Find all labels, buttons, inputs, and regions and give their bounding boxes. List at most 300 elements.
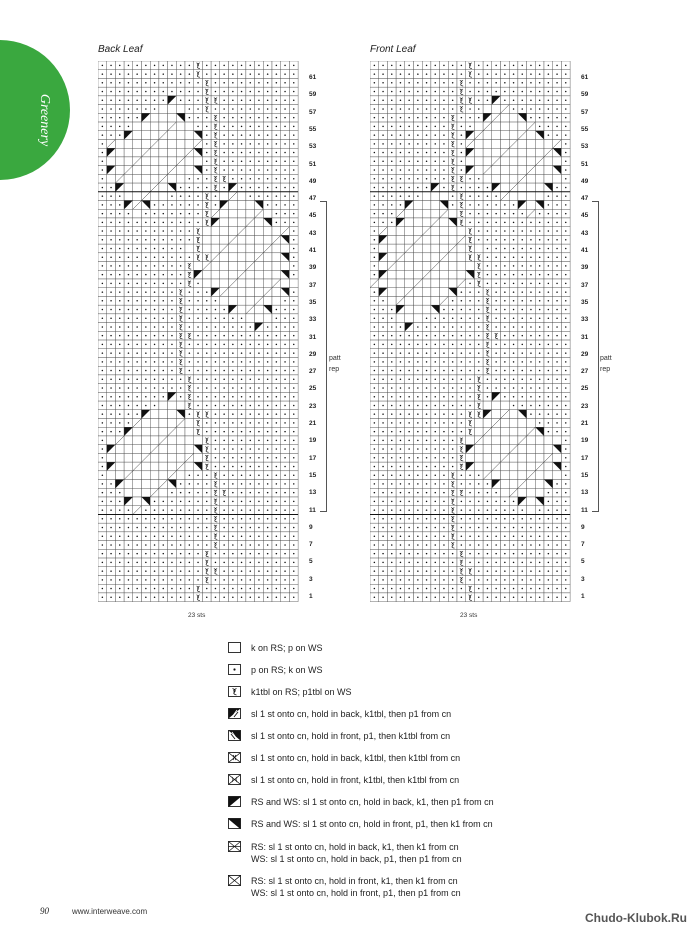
stitch-cell bbox=[492, 70, 501, 79]
stitch-cell bbox=[246, 61, 255, 70]
stitch-cell bbox=[561, 453, 570, 462]
stitch-cell bbox=[142, 384, 151, 393]
stitch-cell bbox=[387, 392, 396, 401]
stitch-cell bbox=[501, 357, 510, 366]
stitch-cell bbox=[492, 532, 501, 541]
stitch-cell bbox=[168, 218, 177, 227]
stitch-cell bbox=[220, 357, 229, 366]
stitch-cell bbox=[229, 314, 238, 323]
row-number: 7 bbox=[581, 541, 585, 549]
stitch-cell bbox=[561, 113, 570, 122]
stitch-cell bbox=[457, 514, 466, 523]
row-number: 37 bbox=[581, 281, 589, 289]
stitch-cell bbox=[561, 514, 570, 523]
stitch-cell bbox=[379, 392, 388, 401]
stitch-cell bbox=[98, 445, 107, 454]
stitch-cell bbox=[405, 480, 414, 489]
stitch-cell bbox=[142, 235, 151, 244]
stitch-cell bbox=[185, 514, 194, 523]
stitch-cell bbox=[405, 567, 414, 576]
stitch-cell bbox=[370, 462, 379, 471]
stitch-cell bbox=[561, 209, 570, 218]
stitch-cell bbox=[509, 262, 518, 271]
stitch-cell bbox=[422, 558, 431, 567]
stitch-cell bbox=[107, 279, 116, 288]
stitch-cell bbox=[509, 279, 518, 288]
stitch-cell bbox=[272, 87, 281, 96]
stitch-cell bbox=[509, 506, 518, 515]
stitch-cell bbox=[431, 279, 440, 288]
stitch-cell bbox=[448, 174, 457, 183]
stitch-cell bbox=[501, 480, 510, 489]
stitch-cell bbox=[527, 558, 536, 567]
stitch-cell bbox=[289, 488, 298, 497]
stitch-cell bbox=[185, 139, 194, 148]
stitch-cell bbox=[509, 419, 518, 428]
stitch-cell bbox=[518, 488, 527, 497]
stitch-cell bbox=[527, 567, 536, 576]
stitch-cell bbox=[133, 96, 142, 105]
stitch-cell bbox=[483, 305, 492, 314]
stitch-cell bbox=[185, 462, 194, 471]
stitch-cell bbox=[142, 471, 151, 480]
stitch-cell bbox=[396, 174, 405, 183]
stitch-cell bbox=[387, 113, 396, 122]
stitch-cell bbox=[561, 567, 570, 576]
stitch-cell bbox=[535, 253, 544, 262]
stitch-cell bbox=[492, 122, 501, 131]
stitch-cell bbox=[483, 253, 492, 262]
stitch-cell bbox=[194, 392, 203, 401]
stitch-cell bbox=[185, 532, 194, 541]
stitch-cell bbox=[107, 253, 116, 262]
stitch-cell bbox=[379, 113, 388, 122]
stitch-cell bbox=[474, 523, 483, 532]
stitch-cell bbox=[159, 192, 168, 201]
stitch-cell bbox=[405, 436, 414, 445]
stitch-cell bbox=[483, 122, 492, 131]
stitch-cell bbox=[544, 183, 553, 192]
stitch-cell bbox=[370, 357, 379, 366]
stitch-cell bbox=[448, 157, 457, 166]
stitch-cell bbox=[431, 157, 440, 166]
stitch-cell bbox=[124, 541, 133, 550]
stitch-cell bbox=[150, 480, 159, 489]
stitch-cell bbox=[518, 113, 527, 122]
stitch-cell bbox=[176, 392, 185, 401]
stitch-cell bbox=[272, 253, 281, 262]
stitch-cell bbox=[185, 340, 194, 349]
stitch-cell bbox=[281, 148, 290, 157]
stitch-cell bbox=[527, 87, 536, 96]
stitch-cell bbox=[124, 445, 133, 454]
stitch-cell bbox=[405, 305, 414, 314]
stitch-cell bbox=[414, 262, 423, 271]
stitch-cell bbox=[448, 148, 457, 157]
stitch-cell bbox=[211, 201, 220, 210]
stitch-cell bbox=[159, 488, 168, 497]
stitch-cell bbox=[553, 305, 562, 314]
stitch-cell bbox=[448, 244, 457, 253]
stitch-cell bbox=[544, 523, 553, 532]
stitch-cell bbox=[98, 401, 107, 410]
stitch-cell bbox=[518, 61, 527, 70]
stitch-cell bbox=[544, 131, 553, 140]
stitch-cell bbox=[115, 78, 124, 87]
stitch-cell bbox=[509, 166, 518, 175]
stitch-cell bbox=[387, 532, 396, 541]
stitch-cell bbox=[272, 183, 281, 192]
stitch-cell bbox=[379, 514, 388, 523]
stitch-cell bbox=[431, 584, 440, 593]
stitch-cell bbox=[414, 139, 423, 148]
stitch-cell bbox=[185, 375, 194, 384]
stitch-cell bbox=[211, 375, 220, 384]
stitch-cell bbox=[422, 410, 431, 419]
stitch-cell bbox=[272, 139, 281, 148]
stitch-cell bbox=[396, 567, 405, 576]
stitch-cell bbox=[98, 453, 107, 462]
stitch-cell bbox=[457, 279, 466, 288]
stitch-cell bbox=[142, 131, 151, 140]
stitch-cell bbox=[440, 131, 449, 140]
stitch-cell bbox=[107, 314, 116, 323]
stitch-cell bbox=[281, 384, 290, 393]
stitch-cell bbox=[150, 122, 159, 131]
stitch-cell bbox=[379, 105, 388, 114]
stitch-cell bbox=[440, 61, 449, 70]
stitch-cell bbox=[237, 349, 246, 358]
stitch-cell bbox=[211, 209, 220, 218]
stitch-cell bbox=[492, 201, 501, 210]
row-number: 9 bbox=[581, 523, 585, 531]
stitch-cell bbox=[527, 227, 536, 236]
stitch-cell bbox=[168, 288, 177, 297]
stitch-cell bbox=[272, 453, 281, 462]
stitch-cell bbox=[561, 192, 570, 201]
stitch-cell bbox=[115, 201, 124, 210]
stitch-cell bbox=[422, 419, 431, 428]
stitch-cell bbox=[194, 436, 203, 445]
stitch-cell bbox=[518, 166, 527, 175]
stitch-cell bbox=[229, 436, 238, 445]
stitch-cell bbox=[115, 558, 124, 567]
stitch-cell bbox=[501, 105, 510, 114]
stitch-cell bbox=[492, 131, 501, 140]
back-repeat-label bbox=[329, 353, 341, 375]
stitch-cell bbox=[150, 279, 159, 288]
stitch-cell bbox=[289, 593, 298, 602]
stitch-cell bbox=[272, 157, 281, 166]
stitch-cell bbox=[518, 462, 527, 471]
stitch-cell bbox=[263, 244, 272, 253]
stitch-cell bbox=[501, 253, 510, 262]
stitch-cell bbox=[176, 453, 185, 462]
stitch-cell bbox=[457, 192, 466, 201]
stitch-cell bbox=[509, 253, 518, 262]
stitch-cell bbox=[272, 166, 281, 175]
stitch-cell bbox=[263, 314, 272, 323]
stitch-cell bbox=[544, 296, 553, 305]
stitch-cell bbox=[448, 462, 457, 471]
stitch-cell bbox=[263, 235, 272, 244]
stitch-cell bbox=[142, 61, 151, 70]
stitch-cell bbox=[133, 87, 142, 96]
stitch-cell bbox=[553, 453, 562, 462]
stitch-cell bbox=[544, 410, 553, 419]
stitch-cell bbox=[229, 61, 238, 70]
stitch-cell bbox=[396, 270, 405, 279]
stitch-cell bbox=[440, 523, 449, 532]
stitch-cell bbox=[142, 541, 151, 550]
stitch-cell bbox=[474, 305, 483, 314]
stitch-cell bbox=[150, 235, 159, 244]
stitch-cell bbox=[414, 549, 423, 558]
stitch-cell bbox=[124, 201, 133, 210]
stitch-cell bbox=[202, 70, 211, 79]
section-tab-label: Greenery bbox=[37, 93, 52, 147]
stitch-cell bbox=[396, 279, 405, 288]
stitch-cell bbox=[483, 593, 492, 602]
stitch-cell bbox=[281, 567, 290, 576]
stitch-cell bbox=[176, 262, 185, 271]
stitch-cell bbox=[246, 296, 255, 305]
stitch-cell bbox=[448, 78, 457, 87]
stitch-cell bbox=[124, 270, 133, 279]
stitch-cell bbox=[229, 139, 238, 148]
stitch-cell bbox=[237, 279, 246, 288]
stitch-cell bbox=[553, 523, 562, 532]
stitch-cell bbox=[396, 392, 405, 401]
stitch-cell bbox=[527, 410, 536, 419]
stitch-cell bbox=[98, 349, 107, 358]
stitch-cell bbox=[483, 288, 492, 297]
stitch-cell bbox=[535, 427, 544, 436]
stitch-cell bbox=[107, 131, 116, 140]
stitch-cell bbox=[509, 105, 518, 114]
row-number: 5 bbox=[581, 558, 585, 566]
stitch-cell bbox=[561, 532, 570, 541]
stitch-cell bbox=[263, 270, 272, 279]
stitch-cell bbox=[281, 331, 290, 340]
stitch-cell bbox=[133, 270, 142, 279]
stitch-cell bbox=[553, 497, 562, 506]
stitch-cell bbox=[370, 532, 379, 541]
stitch-cell bbox=[98, 105, 107, 114]
stitch-cell bbox=[492, 218, 501, 227]
stitch-cell bbox=[115, 235, 124, 244]
stitch-cell bbox=[466, 218, 475, 227]
stitch-cell bbox=[211, 244, 220, 253]
key-text: RS and WS: sl 1 st onto cn, hold in back, k1, then p1 from cn bbox=[251, 797, 494, 807]
stitch-cell bbox=[466, 558, 475, 567]
stitch-cell bbox=[176, 410, 185, 419]
row-number: 15 bbox=[309, 471, 317, 479]
stitch-cell bbox=[414, 401, 423, 410]
stitch-cell bbox=[168, 436, 177, 445]
stitch-cell bbox=[142, 183, 151, 192]
stitch-cell bbox=[176, 157, 185, 166]
stitch-cell bbox=[483, 558, 492, 567]
key-item bbox=[228, 730, 450, 742]
stitch-cell bbox=[246, 375, 255, 384]
stitch-cell bbox=[255, 192, 264, 201]
stitch-cell bbox=[448, 357, 457, 366]
stitch-cell bbox=[431, 366, 440, 375]
stitch-cell bbox=[194, 131, 203, 140]
stitch-cell bbox=[159, 366, 168, 375]
stitch-cell bbox=[124, 122, 133, 131]
stitch-cell bbox=[509, 296, 518, 305]
stitch-cell bbox=[414, 105, 423, 114]
stitch-cell bbox=[448, 497, 457, 506]
stitch-cell bbox=[535, 462, 544, 471]
stitch-cell bbox=[405, 157, 414, 166]
stitch-cell bbox=[124, 183, 133, 192]
stitch-cell bbox=[263, 174, 272, 183]
stitch-cell bbox=[159, 445, 168, 454]
stitch-cell bbox=[176, 139, 185, 148]
stitch-cell bbox=[124, 139, 133, 148]
stitch-cell bbox=[561, 427, 570, 436]
stitch-cell bbox=[396, 253, 405, 262]
stitch-cell bbox=[229, 575, 238, 584]
stitch-cell bbox=[474, 549, 483, 558]
stitch-cell bbox=[281, 340, 290, 349]
stitch-cell bbox=[124, 523, 133, 532]
stitch-cell bbox=[246, 541, 255, 550]
stitch-cell bbox=[553, 471, 562, 480]
stitch-cell bbox=[176, 227, 185, 236]
stitch-cell bbox=[263, 436, 272, 445]
stitch-cell bbox=[544, 113, 553, 122]
stitch-cell bbox=[220, 549, 229, 558]
key-text: k on RS; p on WS bbox=[251, 643, 323, 653]
stitch-cell bbox=[448, 349, 457, 358]
key-item bbox=[228, 752, 460, 764]
stitch-cell bbox=[448, 227, 457, 236]
stitch-cell bbox=[263, 305, 272, 314]
stitch-cell bbox=[211, 131, 220, 140]
stitch-cell bbox=[527, 349, 536, 358]
stitch-cell bbox=[246, 497, 255, 506]
stitch-cell bbox=[255, 349, 264, 358]
stitch-cell bbox=[150, 139, 159, 148]
stitch-cell bbox=[414, 471, 423, 480]
stitch-cell bbox=[281, 209, 290, 218]
stitch-cell bbox=[185, 480, 194, 489]
stitch-cell bbox=[422, 384, 431, 393]
stitch-cell bbox=[211, 366, 220, 375]
stitch-cell bbox=[431, 480, 440, 489]
stitch-cell bbox=[107, 331, 116, 340]
stitch-cell bbox=[237, 192, 246, 201]
stitch-cell bbox=[142, 314, 151, 323]
stitch-cell bbox=[422, 497, 431, 506]
stitch-cell bbox=[246, 157, 255, 166]
stitch-cell bbox=[509, 480, 518, 489]
stitch-cell bbox=[168, 78, 177, 87]
stitch-cell bbox=[370, 401, 379, 410]
stitch-cell bbox=[448, 471, 457, 480]
stitch-cell bbox=[440, 366, 449, 375]
stitch-cell bbox=[387, 480, 396, 489]
stitch-cell bbox=[448, 270, 457, 279]
stitch-cell bbox=[229, 296, 238, 305]
stitch-cell bbox=[98, 227, 107, 236]
stitch-cell bbox=[281, 288, 290, 297]
stitch-cell bbox=[431, 262, 440, 271]
row-number: 19 bbox=[581, 437, 589, 445]
stitch-cell bbox=[370, 427, 379, 436]
stitch-cell bbox=[168, 349, 177, 358]
stitch-cell bbox=[561, 122, 570, 131]
stitch-cell bbox=[185, 87, 194, 96]
stitch-cell bbox=[405, 201, 414, 210]
stitch-cell bbox=[379, 296, 388, 305]
stitch-cell bbox=[98, 122, 107, 131]
stitch-cell bbox=[202, 427, 211, 436]
stitch-cell bbox=[107, 122, 116, 131]
stitch-cell bbox=[237, 314, 246, 323]
stitch-cell bbox=[289, 584, 298, 593]
stitch-cell bbox=[272, 270, 281, 279]
stitch-cell bbox=[229, 349, 238, 358]
stitch-cell bbox=[202, 288, 211, 297]
stitch-cell bbox=[142, 558, 151, 567]
stitch-cell bbox=[535, 471, 544, 480]
stitch-cell bbox=[457, 331, 466, 340]
stitch-cell bbox=[115, 541, 124, 550]
cable-back-twisted-icon bbox=[228, 708, 241, 719]
stitch-cell bbox=[518, 575, 527, 584]
stitch-cell bbox=[422, 584, 431, 593]
stitch-cell bbox=[255, 113, 264, 122]
stitch-cell bbox=[220, 113, 229, 122]
stitch-cell bbox=[150, 532, 159, 541]
stitch-cell bbox=[457, 78, 466, 87]
stitch-cell bbox=[535, 436, 544, 445]
stitch-cell bbox=[159, 157, 168, 166]
stitch-cell bbox=[115, 192, 124, 201]
stitch-cell bbox=[159, 174, 168, 183]
stitch-cell bbox=[518, 357, 527, 366]
stitch-cell bbox=[414, 567, 423, 576]
stitch-cell bbox=[387, 593, 396, 602]
stitch-cell bbox=[440, 340, 449, 349]
stitch-cell bbox=[115, 357, 124, 366]
stitch-cell bbox=[220, 436, 229, 445]
stitch-cell bbox=[527, 314, 536, 323]
stitch-cell bbox=[176, 419, 185, 428]
stitch-cell bbox=[194, 549, 203, 558]
stitch-cell bbox=[246, 305, 255, 314]
stitch-cell bbox=[396, 192, 405, 201]
stitch-cell bbox=[448, 122, 457, 131]
stitch-cell bbox=[202, 105, 211, 114]
stitch-cell bbox=[396, 218, 405, 227]
stitch-cell bbox=[422, 157, 431, 166]
stitch-cell bbox=[457, 340, 466, 349]
stitch-cell bbox=[492, 61, 501, 70]
stitch-cell bbox=[527, 541, 536, 550]
stitch-cell bbox=[518, 122, 527, 131]
stitch-cell bbox=[98, 541, 107, 550]
stitch-cell bbox=[370, 436, 379, 445]
stitch-cell bbox=[544, 262, 553, 271]
stitch-cell bbox=[176, 366, 185, 375]
stitch-cell bbox=[370, 340, 379, 349]
